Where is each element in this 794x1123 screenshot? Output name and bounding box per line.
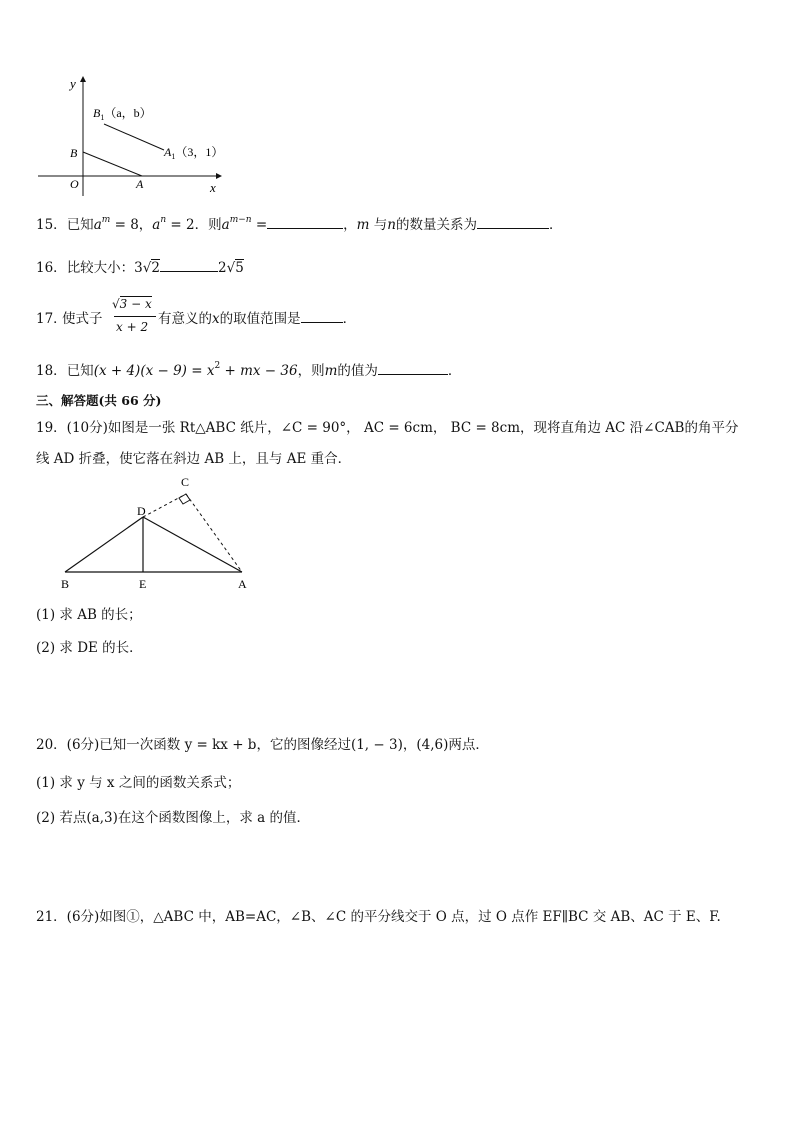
q15-blank-1[interactable] [267,216,343,229]
segment-a1b1 [104,124,164,150]
q18-var-m: m [324,363,338,379]
q18-number: 18． [36,363,67,379]
q15-exp-mn: m−n [229,215,252,225]
point-b-label: B [70,146,78,160]
q15-yu: 与 [369,217,388,233]
q19-sub-1: (1) 求 AB 的长； [36,607,142,623]
sqrt-sign-icon-3: √ [112,297,120,311]
label-a: A [238,577,247,591]
q17-end: ． [342,311,357,327]
point-b1-label: $B_1(a$，b） [93,106,152,122]
segment-bd [65,517,143,572]
q18-text-3: 的值为 [337,363,378,379]
q15-comma: ， [343,217,357,233]
q15-number: 15． [36,217,67,233]
section-header: 三、解答题(共 66 分) [36,393,162,408]
q15-text: 已知 [66,217,94,233]
q20-sub-1: (1) 求 y 与 x 之间的函数关系式； [36,775,241,791]
q16-blank[interactable] [160,259,218,272]
q16-coef-2: 2 [217,260,227,276]
segment-ab [83,152,142,176]
segment-da [143,517,242,572]
q15-var-m: m [356,217,370,233]
q17-number: 17． [36,311,67,327]
q15-var-a3: a [221,217,230,233]
q17-fraction-bar [114,316,156,317]
question-18 [36,359,461,379]
x-label: x [210,180,216,195]
question-15 [36,213,562,233]
q15-exp-m: m [101,215,111,225]
q19-sub-2: (2) 求 DE 的长． [36,640,143,656]
q17-radicand: 3 − x [119,297,152,311]
q17-text-2 [158,307,356,327]
q18-expr2: + mx − 36 [220,363,298,379]
y-label: y [70,76,76,91]
q15-eq2: = 2．则 [166,217,222,233]
right-angle-mark [179,494,190,504]
q17-var-x: x [212,311,220,327]
sqrt-sign-icon: √ [142,260,152,276]
q17-blank[interactable] [301,310,343,323]
q16-radicand-2: 5 [235,260,244,276]
q20-sub-2: (2) 若点(a,3)在这个函数图像上，求 a 的值． [36,810,311,826]
q19-line-2: 线 AD 折叠，使它落在斜边 AB 上，且与 AE 重合． [36,451,352,467]
label-d: D [137,504,146,518]
q15-blank-2[interactable] [477,216,549,229]
q18-square: 2 [214,361,221,371]
coordinate-figure [30,70,230,196]
q15-end: ． [548,217,563,233]
label-c: C [181,475,190,489]
segment-ca-dashed [186,494,242,572]
point-a-label: A [136,177,144,191]
q17-text-1: 使式子 [62,311,103,327]
q21-line-1: 21．(6分)如图①，△ABC 中，AB=AC，∠B、∠C 的平分线交于 O 点，过 O 点作 EF∥BC 交 AB、AC 于 E、F. [36,909,721,925]
q15-var-a2: a [152,217,161,233]
y-axis-arrow [80,76,86,82]
q15-tail: 的数量关系为 [395,217,477,233]
triangle-fold-figure [55,470,265,596]
q20-line-1: 20．(6分)已知一次函数 y = kx + b，它的图像经过(1, − 3)，(4,6)两点． [36,737,489,753]
q16-text: 比较大小：3 [66,260,143,276]
q15-var-n: n [387,217,396,233]
q18-end: ． [447,363,462,379]
q15-exp-n: n [160,215,167,225]
q18-text-1: 已知 [66,363,94,379]
q16-number: 16． [36,260,67,276]
q19-line-1: 19．(10分)如图是一张 Rt△ABC 纸片，∠C = 90°， AC = 6cm， BC = 8cm，现将直角边 AC 沿∠CAB的角平分 [36,420,739,436]
x-axis-arrow [216,173,222,179]
q17-t3: 的取值范围是 [219,311,301,327]
label-b: B [61,577,70,591]
q17-t2: 有意义的 [158,311,212,327]
q15-var-a: a [93,217,102,233]
point-a1-label: $A_1(3$，1） [164,145,224,161]
q15-eq: = [251,217,268,233]
q16-radicand-1: 2 [151,260,160,276]
q18-blank[interactable] [378,362,448,375]
label-e: E [139,577,147,591]
q18-text-2: ，则 [297,363,325,379]
question-16 [36,256,244,276]
origin-label: O [70,177,79,191]
q17-numerator [112,297,152,311]
sqrt-sign-icon-2: √ [226,260,236,276]
q18-expr: (x + 4)(x − 9) = x [93,363,215,379]
q15-eq8: = 8， [110,217,153,233]
q17-denominator: x + 2 [116,320,149,334]
